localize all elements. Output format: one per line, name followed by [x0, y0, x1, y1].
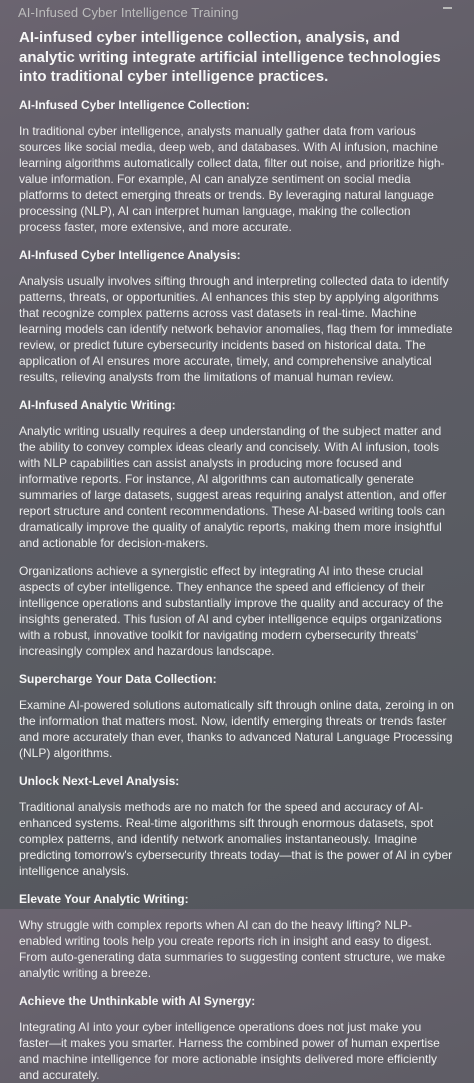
section-title-elevate-writing: Elevate Your Analytic Writing:: [19, 891, 189, 906]
section-body-collection: In traditional cyber intelligence, analysts manually gather data from various sources like social media, deep web, and databases. With AI infusion, machine learning algorithms automatically collect data, filter out noise, and prioritize high-value information. For example, AI can analyze sentiment on social media platforms to detect emerging threats or trends. By leveraging natural language processing (NLP), AI can interpret human language, making the collection process faster, more extensive, and more accurate.: [19, 123, 445, 234]
title-bar: [18, 0, 454, 26]
section-title-data-collection: Supercharge Your Data Collection:: [19, 671, 217, 686]
section-body-synergy-summary: Organizations achieve a synergistic effect by integrating AI into these crucial aspects of cyber intelligence. They enhance the speed and efficiency of their intelligence operations and substantially improve the quality and accuracy of the insights generated. This fusion of AI and cyber intelligence equips organizations with a robust, innovative toolkit for navigating modern cybersecurity threats' increasingly complex and hazardous landscape.: [19, 563, 444, 658]
content-area: [19, 28, 454, 1083]
section-title-writing: AI-Infused Analytic Writing:: [19, 397, 176, 412]
section-body-data-collection: Examine AI-powered solutions automatically sift through online data, zeroing in on the information that matters most. Now, identify emerging threats or trends faster and more accurately than ever, thanks to advanced Natural Language Processing (NLP) algorithms.: [19, 697, 454, 760]
section-title-collection: AI-Infused Cyber Intelligence Collection:: [19, 97, 250, 112]
minimize-icon[interactable]: [443, 7, 452, 9]
section-body-ai-synergy: Integrating AI into your cyber intelligence operations does not just make you faster—it makes you smarter. Harness the combined power of human expertise and machine intelligence for more actionable insights delivered more efficiently and accurately.: [19, 1019, 440, 1082]
window-title: AI-Infused Cyber Intelligence Training: [18, 4, 239, 20]
section-title-analysis: AI-Infused Cyber Intelligence Analysis:: [19, 247, 241, 262]
section-title-ai-synergy: Achieve the Unthinkable with AI Synergy:: [19, 993, 256, 1008]
page-heading: AI-infused cyber intelligence collection, analysis, and analytic writing integrate artificial intelligence technologies into traditional cyber intelligence practices.: [19, 29, 441, 85]
section-body-writing: Analytic writing usually requires a deep understanding of the subject matter and the ability to convey complex ideas clearly and concisely. With AI infusion, tools with NLP capabilities can assist analysts in producing more focused and informative reports. For instance, AI algorithms can automatically generate summaries of large datasets, suggest areas requiring analyst attention, and offer report structure and content recommendations. These AI-based writing tools can dramatically improve the quality of analytic reports, making them more insightful and actionable for decision-makers.: [19, 423, 447, 550]
section-title-next-level-analysis: Unlock Next-Level Analysis:: [19, 773, 180, 788]
section-body-next-level-analysis: Traditional analysis methods are no match for the speed and accuracy of AI-enhanced systems. Real-time algorithms sift through enormous datasets, spot complex patterns, and identify network anomalies instantaneously. Imagine predicting tomorrow's cybersecurity threats today—that is the power of AI in cyber intelligence analysis.: [19, 799, 453, 878]
section-body-elevate-writing: Why struggle with complex reports when AI can do the heavy lifting? NLP-enabled writing tools help you create reports rich in insight and easy to digest. From auto-generating data summaries to suggesting content structure, we make analytic writing a breeze.: [19, 917, 446, 980]
section-body-analysis: Analysis usually involves sifting through and interpreting collected data to identify patterns, threats, or opportunities. AI enhances this step by applying algorithms that recognize complex patterns across vast datasets in real-time. Machine learning models can identify network behavior anomalies, flag them for immediate review, or predict future cybersecurity incidents based on historical data. The application of AI ensures more accurate, timely, and comprehensive analytical results, relieving analysts from the limitations of manual human review.: [19, 273, 453, 384]
